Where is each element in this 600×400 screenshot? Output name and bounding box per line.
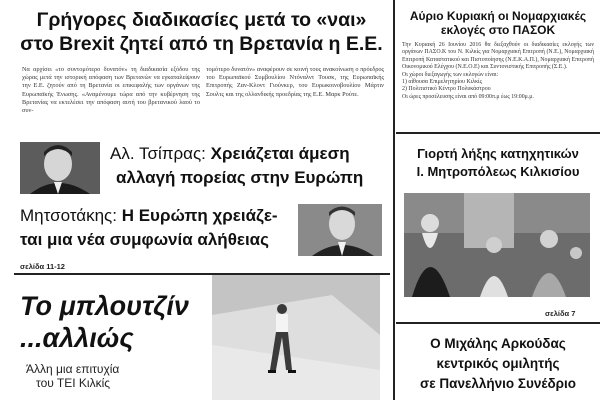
right-divider-2: [396, 322, 600, 324]
catechism-photo-graphic: [404, 193, 590, 297]
column-divider: [393, 0, 395, 400]
arkoudas-line3: σε Πανελλήνιο Συνέδριο: [420, 376, 576, 391]
catechism-headline-line1: Γιορτή λήξης κατηχητικών: [417, 146, 579, 161]
catechism-headline-line2: Ι. Μητροπόλεως Κιλκισίου: [416, 164, 580, 179]
pasok-headline-line1: Αύριο Κυριακή οι Νομαρχιακές: [409, 9, 587, 23]
main-headline-line1: Γρήγορες διαδικασίες μετά το «ναι»: [36, 9, 367, 31]
feature-title-line2: ...αλλιώς: [20, 323, 134, 353]
main-article-col1: Να αρχίσει «το συντομότερο δυνατόν» τη διαδικασία εξόδου της χώρας μετά την ιστορική απόφαση των Βρετανών να εγκαταλείψουν την Ε.Ε. ζητούν από τη Βρετανία οι επικεφαλής των οργάνων της Ευρωπαϊκής Ένωσης. «Αναμένουμε τώρα από την κυβέρνηση της Βρετανίας να εκτελέσει την απόφαση αυτή του βρετανικού λαού το συν-: [22, 66, 200, 115]
pasok-headline-line2: εκλογές στο ΠΑΣΟΚ: [440, 23, 556, 37]
feature-subtitle: [26, 362, 206, 390]
catechism-photo: [404, 193, 590, 297]
arkoudas-line2: κεντρικός ομιλητής: [436, 356, 560, 371]
right-divider-1: [396, 132, 600, 134]
tsipras-name: Αλ. Τσίπρας:: [110, 144, 206, 163]
page-ref-main: σελίδα 11-12: [20, 262, 65, 271]
tsipras-photo: [20, 142, 100, 194]
mitsotakis-quote: [20, 204, 305, 252]
tsipras-photo-graphic: [20, 142, 100, 194]
catechism-headline: [398, 145, 598, 181]
pasok-body-text: Την Κυριακή 26 Ιουνίου 2016 θα διεξαχθούν οι διαδικασίες εκλογής των οργάνων ΠΑΣΟ.Κ του Ν. Κιλκίς για Νομαρχιακή Επιτροπή (Ν.Ε.), Νομαρχιακή Επιτροπή Καταστατικού και Πιστοποίησης (Ν.Ε.Κ.Α.Π.), Νομαρχιακή Επιτροπή Οικονομικού Ελέγχου (Ν.Ε.Ο.Ε) και Συντονιστικής Επιτροπής (Σ.Ε.).: [402, 42, 594, 71]
pasok-headline: [400, 9, 596, 37]
feature-subtitle-line2: του ΤΕΙ Κιλκίς: [36, 376, 111, 390]
pasok-venue1: 1) αίθουσα Επιμελητηρίου Κιλκίς: [402, 79, 482, 86]
tsipras-quote: [110, 142, 390, 190]
feature-photo: [212, 275, 380, 400]
tsipras-quote-line2: αλλαγή πορείας στην Ευρώπη: [116, 168, 364, 187]
feature-subtitle-line1: Άλλη μια επιτυχία: [26, 362, 120, 376]
pasok-body: [402, 42, 594, 101]
feature-title: [20, 290, 210, 354]
pasok-venue2: 2) Πολιτιστικό Κέντρο Πολυκάστρου: [402, 86, 491, 93]
mitsotakis-photo-graphic: [298, 204, 382, 256]
mitsotakis-quote-line2: ται μια νέα συμφωνία αλήθειας: [20, 230, 269, 249]
mitsotakis-quote-text1: Η Ευρώπη χρειάζε-: [121, 206, 278, 225]
mitsotakis-photo: [298, 204, 382, 256]
pasok-venues-intro: Οι χώροι διεξαγωγής των εκλογών είναι:: [402, 71, 499, 78]
arkoudas-headline: [398, 334, 598, 394]
mitsotakis-name: Μητσοτάκης:: [20, 206, 117, 225]
main-headline: [14, 8, 389, 56]
pasok-hours: Οι ώρες προσέλευσης είναι από 09:00π.μ έως 19:00μ.μ.: [402, 93, 534, 100]
main-article-col2: τομότερο δυνατόν» αναφέρουν σε κοινή τους ανακοίνωση ο πρόεδρος του Ευρωπαϊκού Συμβουλίου Ντόναλντ Τουσκ, της Ευρωπαϊκής Επιτροπής Ζαν-Κλοντ Γιούνκερ, του Ευρωκοινοβουλίου Μάρτιν Σουλτς και της ολλανδικής προεδρίας της Ε.Ε. Μαρκ Ρούτε.: [206, 66, 384, 98]
tsipras-quote-line1: [110, 142, 390, 166]
feature-title-line1: Το μπλουτζίν: [20, 291, 189, 321]
tsipras-quote-text1: Χρειάζεται άμεση: [210, 144, 350, 163]
mitsotakis-quote-line1: [20, 204, 305, 228]
feature-photo-graphic: [212, 275, 380, 400]
main-headline-line2: στο Brexit ζητεί από τη Βρετανία η Ε.Ε.: [20, 33, 383, 55]
arkoudas-line1: Ο Μιχάλης Αρκούδας: [430, 336, 566, 351]
page-ref-catechism: σελίδα 7: [545, 309, 576, 318]
